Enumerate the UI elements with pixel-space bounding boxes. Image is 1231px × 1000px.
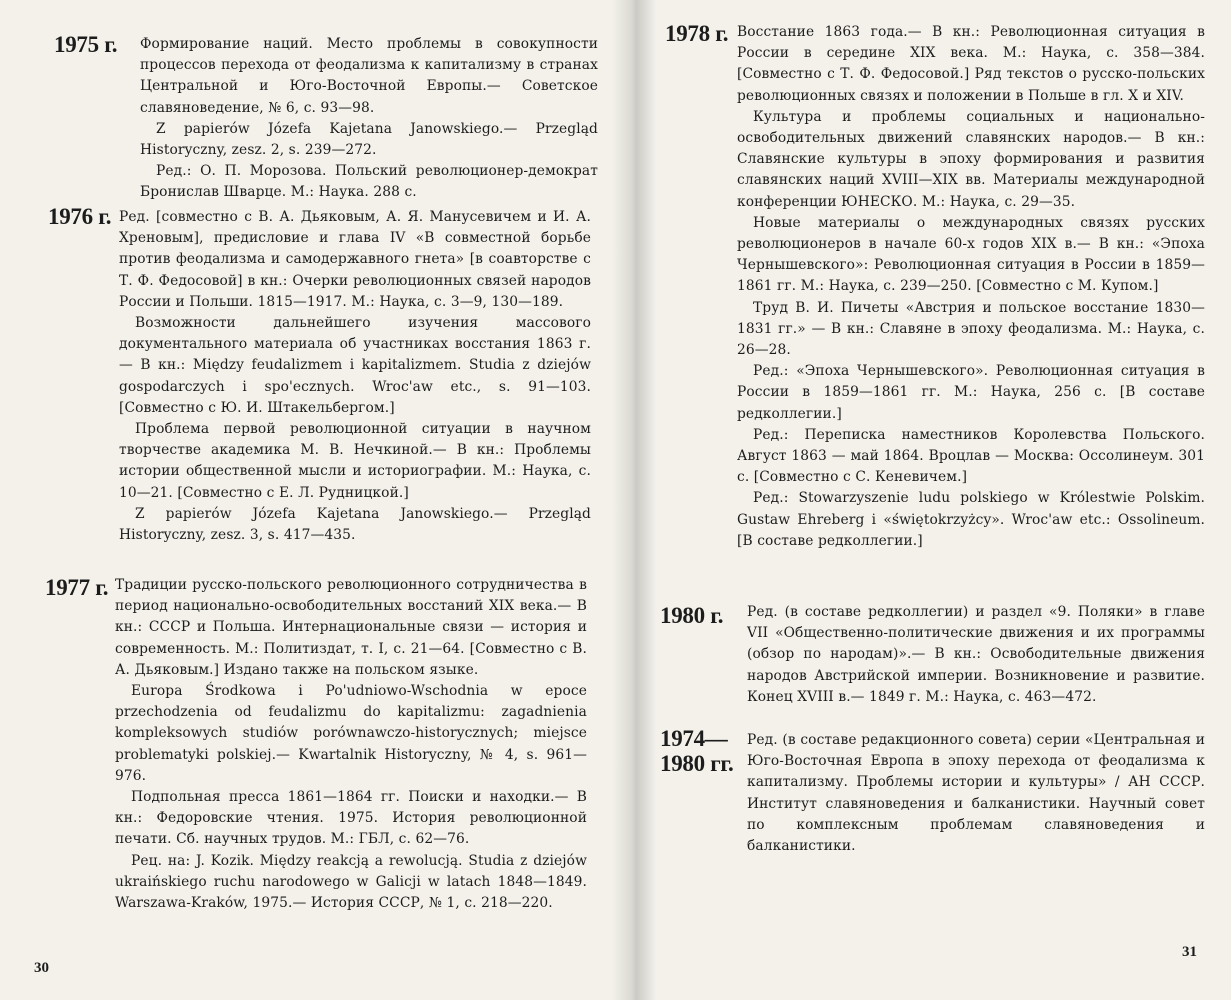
entry-text bbox=[747, 602, 1205, 708]
entry-paragraph: Ред.: О. П. Морозова. Польский революционер-демократ Бронислав Шварце. М.: Наука. 288 с. bbox=[140, 163, 598, 201]
entry-paragraph: Z papierów Józefa Kajetana Janowskiego.— Przegląd Historyczny, zesz. 3, s. 417—435. bbox=[119, 505, 591, 544]
left-page bbox=[0, 0, 615, 1000]
entry-paragraph: Труд В. И. Пичеты «Австрия и польское восстание 1830—1831 гг.» — В кн.: Славяне в эпоху феодализма. М.: Наука, с. 26—28. bbox=[737, 299, 1205, 359]
entry-paragraph: Ред. [совместно с В. А. Дьяковым, А. Я. Манусевичем и И. А. Хреновым], предисловие и глава IV «В совместной борьбе против феодализма и самодержавного гнета» [в соавторстве с Т. Ф. Федосовой] в кн.: Очерки революционных связей народов России и Польши. 1815—1917. М.: Наука, с. 3—9, 130—189. bbox=[119, 209, 591, 310]
entry-text bbox=[140, 34, 598, 204]
entry-paragraph: Ред.: «Эпоха Чернышевского». Революционная ситуация в России в 1859—1861 гг. М.: Наука, 256 с. [В составе редколлегии.] bbox=[737, 363, 1205, 422]
entry-paragraph: Z papierów Józefa Kajetana Janowskiego.— Przegląd Historyczny, zesz. 2, s. 239—272. bbox=[140, 120, 598, 159]
entry-paragraph: Рец. на: J. Kozik. Między reakcją a rewolucją. Studia z dziejów ukraińskiego ruchu narodowego w Galicji w latach 1848—1849. Warszawa-Kraków, 1975.— История СССР, № 1, с. 218—220. bbox=[115, 852, 587, 912]
entry-paragraph: Europa Środkowa i Po'udniowo-Wschodnia w epoce przechodzenia od feudalizmu do kapitalizmu: zagadnienia kompleksowych studiów porównawczo-historycznych; miejsce problematyki polskiej.— Kwartalnik Historyczny, № 4, s. 961—976. bbox=[115, 683, 587, 784]
entry-text bbox=[737, 22, 1205, 552]
entry-paragraph: Культура и проблемы социальных и национально-освободительных движений славянских народов.— В кн.: Славянские культуры в эпоху формирования и развития славянских наций XVIII—XIX вв. Материалы международной конференции ЮНЕСКО. М.: Наука, с. 29—35. bbox=[737, 108, 1205, 210]
entry-paragraph: Восстание 1863 года.— В кн.: Революционная ситуация в России в середине XIX века. М.: Наука, с. 358—384. [Совместно с Т. Ф. Федосовой.] Ряд текстов о русско-польских революционных связях и положении в Польше в гл. X и XIV. bbox=[737, 24, 1205, 104]
entry-year: 1978 г. bbox=[665, 21, 729, 46]
entry-year: 1975 г. bbox=[54, 32, 118, 57]
entry-paragraph: Ред. (в составе редколлегии) и раздел «9. Поляки» в главе VII «Общественно-политические движения и их программы (обзор по народам)».— В кн.: Освободительные движения народов Австрийской империи. Возникновение и развитие. Конец XVIII в.— 1849 г. М.: Наука, с. 463—472. bbox=[747, 604, 1205, 705]
entry-paragraph: Формирование наций. Место проблемы в совокупности процессов перехода от феодализма к капитализму в странах Центральной и Юго-Восточной Европы.— Советское славяноведение, № 6, с. 93—98. bbox=[140, 36, 598, 116]
entry-year: 1977 г. bbox=[45, 575, 109, 600]
page-number: 30 bbox=[34, 960, 49, 976]
entry-text bbox=[119, 207, 591, 546]
page-number: 31 bbox=[1182, 944, 1197, 960]
entry-year: 1976 г. bbox=[48, 204, 112, 229]
entry-paragraph: Ред.: Переписка наместников Королевства Польского. Август 1863 — май 1864. Вроцлав — Москва: Оссолинеум. 301 с. [Совместно с С. Кеневичем.] bbox=[737, 426, 1205, 486]
entry-paragraph: Ред.: Stowarzyszenie ludu polskiego w Królestwie Polskim. Gustaw Ehreberg i «świętokrzyżcy». Wroc'aw etc.: Ossolineum. [В составе редколлегии.] bbox=[737, 490, 1205, 549]
entry-paragraph: Новые материалы о международных связях русских революционеров в начале 60-х годов XIX в.— В кн.: «Эпоха Чернышевского»: Революционная ситуация в России в 1859—1861 гг. М.: Наука, с. 239—250. [Совместно с М. Купом.] bbox=[737, 214, 1205, 295]
entry-text bbox=[747, 730, 1205, 857]
entry-text bbox=[115, 575, 587, 914]
entry-paragraph: Ред. (в составе редакционного совета) серии «Центральная и Юго-Восточная Европа в эпоху перехода от феодализма к капитализму. Проблемы истории и культуры» / АН СССР. Институт славяноведения и балканистики. Научный совет по комплексным проблемам славяноведения и балканистики. bbox=[747, 732, 1205, 855]
entry-year: 1974— 1980 гг. bbox=[660, 726, 734, 776]
entry-year: 1980 г. bbox=[660, 603, 724, 628]
entry-paragraph: Проблема первой революционной ситуации в научном творчестве академика М. В. Нечкиной.— В кн.: Проблемы истории общественной мысли и историографии. М.: Наука, с. 10—21. [Совместно с Е. Л. Рудницкой.] bbox=[119, 421, 591, 501]
entry-paragraph: Возможности дальнейшего изучения массового документального материала об участниках восстания 1863 г.— В кн.: Między feudalizmem i kapitalizmem. Studia z dziejów gospodarczych i spo'ecznych. Wroc'aw etc., s. 91—103. [Совместно с Ю. И. Штакельбергом.] bbox=[119, 315, 591, 416]
entry-paragraph: Подпольная пресса 1861—1864 гг. Поиски и находки.— В кн.: Федоровские чтения. 1975. История революционной печати. Сб. научных трудов. М.: ГБЛ, с. 62—76. bbox=[115, 789, 587, 848]
entry-paragraph: Традиции русско-польского революционного сотрудничества в период национально-освободительных восстаний XIX века.— В кн.: СССР и Польша. Интернациональные связи — история и современность. М.: Политиздат, т. I, с. 21—64. [Совместно с В. А. Дьяковым.] Издано также на польском языке. bbox=[115, 577, 587, 678]
right-page bbox=[616, 0, 1231, 1000]
